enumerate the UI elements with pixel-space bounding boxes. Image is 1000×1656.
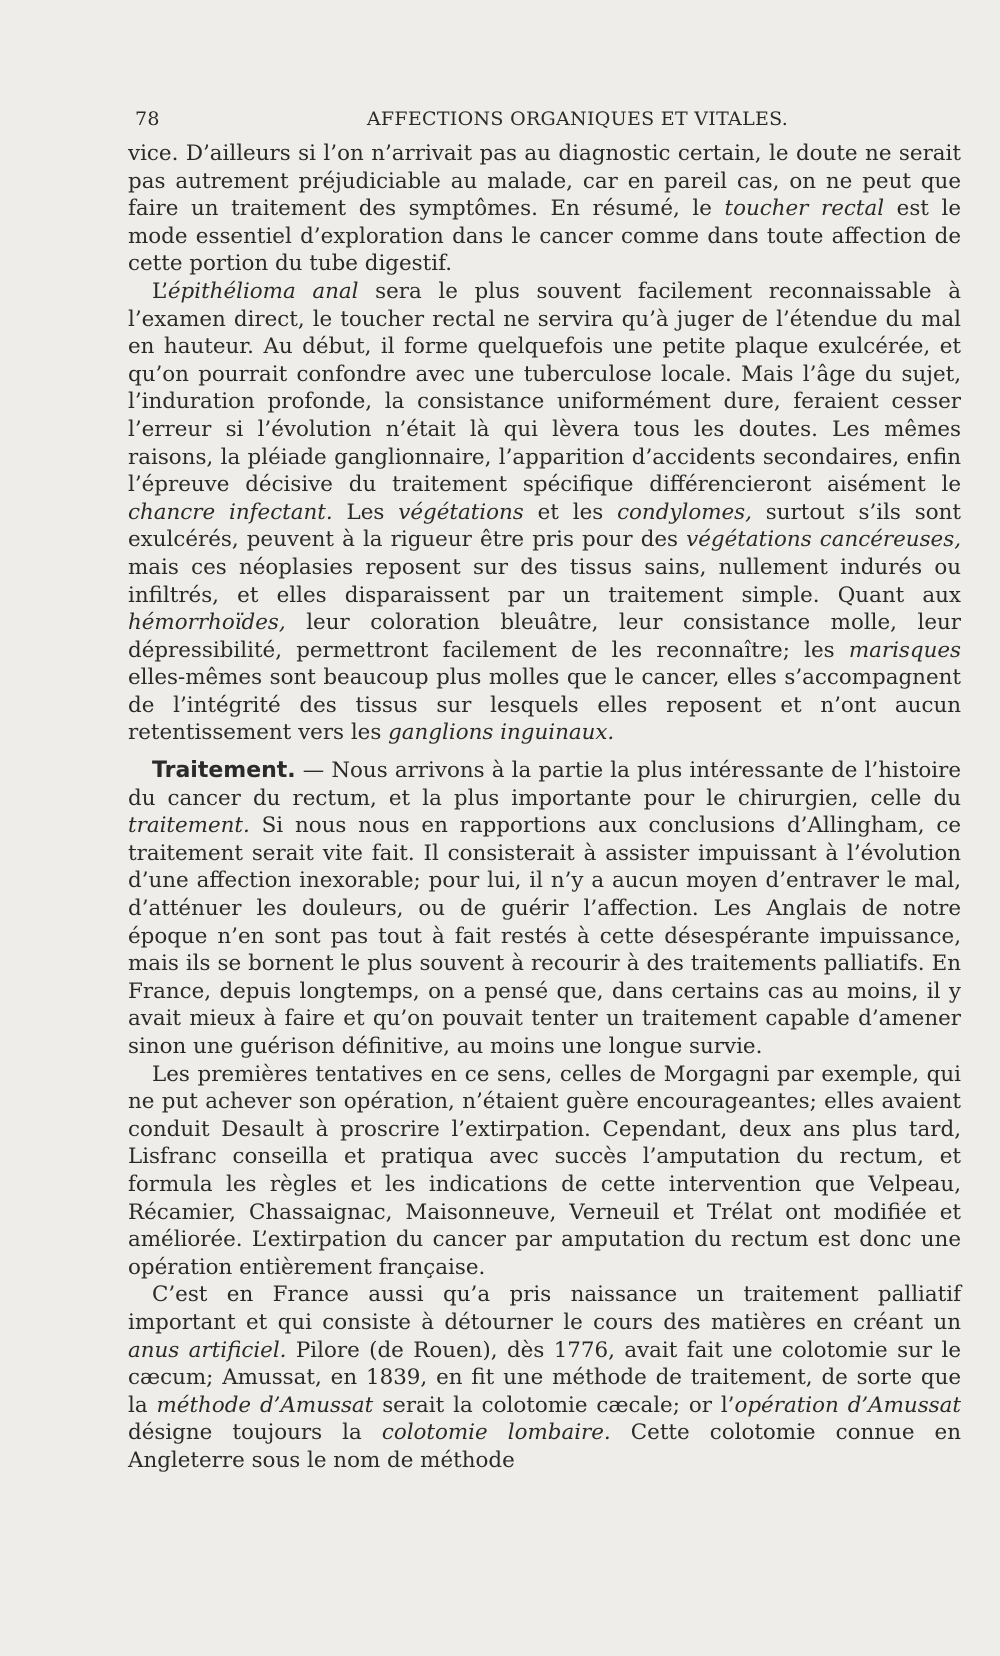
text-run: — Nous arrivons à la partie la plus intéressante de l’histoire du cancer du rectum, et la plus importante pour le chirurgien, celle du	[128, 758, 961, 811]
italic-term: marisques	[848, 637, 961, 663]
paragraph-premieres-tentatives	[128, 1061, 961, 1282]
italic-term: ganglions inguinaux.	[388, 720, 615, 746]
text-run: elles-mêmes sont beaucoup plus molles que le cancer, elles s’accompagnent de l’intégrité des tissus sur lesquels elles reposent et n’ont aucun retentissement vers les	[128, 665, 961, 746]
italic-term: condylomes,	[617, 499, 752, 525]
paragraph-anus-artificiel	[128, 1281, 961, 1474]
text-run: C’est en France aussi qu’a pris naissance un traitement palliatif important et qui consiste à détourner le cours des matières en créant un	[128, 1282, 961, 1335]
text-run: est le mode essentiel d’exploration dans le cancer comme dans toute affection de cette portion du tube digestif.	[128, 196, 961, 277]
paragraph-epithelioma-anal	[128, 278, 961, 747]
text-run: Si nous nous en rapportions aux conclusions d’Allingham, ce traitement serait vite fait. Il consisterait à assister impuissant à l’évolution d’une affection inexorable; pour lui, il n’y a aucun moyen d’entraver le mal, d’atténuer les douleurs, ou de guérir l’affection. Les Anglais de notre époque n’en sont pas tout à fait restés à cette désespérante impuissance, mais ils se bornent le plus souvent à recourir à des traitements palliatifs. En France, depuis longtemps, on a pensé que, dans certains cas au moins, il y avait mieux à faire et qu’on pouvait tenter un traitement capable d’amener sinon une guérison définitive, au moins une longue survie.	[128, 813, 961, 1059]
page-number: 78	[135, 108, 160, 130]
italic-term: anus artificiel.	[128, 1337, 287, 1363]
text-run: serait la colotomie cæcale; or l’	[373, 1392, 735, 1418]
body-text	[128, 140, 961, 1475]
text-run: Les premières tentatives en ce sens, celles de Morgagni par exemple, qui ne put achever son opération, n’étaient guère encourageantes; elles avaient conduit Desault à proscrire l’extirpation. Cependant, deux ans plus tard, Lisfranc conseilla et pratiqua avec succès l’amputation du rectum, et formula les règles et les indications de cette intervention que Velpeau, Récamier, Chassaignac, Maisonneuve, Verneuil et Trélat ont modifiée et améliorée. L’extirpation du cancer par amputation du rectum est donc une opération entièrement française.	[128, 1061, 961, 1280]
text-run: vice. D’ailleurs si l’on n’arrivait pas au diagnostic certain, le doute ne serait pas autrement préjudiciable au malade, car en pareil cas, on ne peut que faire un traitement des symptômes. En résumé, le	[128, 141, 961, 222]
italic-term: végétations cancéreuses,	[686, 527, 961, 553]
italic-term: colotomie lombaire.	[381, 1420, 611, 1446]
page-header	[135, 108, 960, 138]
italic-term: chancre infectant.	[128, 499, 333, 525]
italic-term: méthode d’Amussat	[156, 1392, 374, 1418]
text-run: surtout s’ils sont exulcérés, peuvent à la rigueur être pris pour des	[128, 499, 961, 553]
text-run: Les	[332, 499, 399, 525]
text-run: sera le plus souvent facilement reconnaissable à l’examen direct, le toucher rectal ne servira qu’à juger de l’étendue du mal en hauteur. Au début, il forme quelquefois une petite plaque exulcérée, et qu’on pourrait confondre avec une tuberculose locale. Mais l’âge du sujet, l’induration profonde, la consistance uniformément dure, feraient cesser l’erreur si l’évolution n’était là qui lèvera tous les doutes. Les mêmes raisons, la pléiade ganglionnaire, l’apparition d’accidents secondaires, enfin l’épreuve décisive du traitement spécifique différencieront aisément le	[128, 278, 961, 498]
text-run: leur coloration bleuâtre, leur consistance molle, leur dépressibilité, permettront facilement de les reconnaître; les	[128, 610, 961, 663]
text-run: Cette colotomie connue en Angleterre sous le nom de méthode	[128, 1420, 961, 1473]
text-run: L’	[152, 278, 168, 304]
section-heading: Traitement.	[152, 758, 296, 784]
running-title: AFFECTIONS ORGANIQUES ET VITALES.	[366, 108, 789, 130]
italic-term: opération d’Amussat	[734, 1392, 961, 1418]
italic-term: épithélioma anal	[167, 278, 359, 304]
paragraph-diagnostic-conclusion	[128, 140, 961, 278]
italic-term: hémorrhoïdes,	[128, 610, 286, 636]
italic-term: traitement.	[128, 813, 250, 839]
italic-term: toucher rectal	[724, 196, 885, 222]
text-run: désigne toujours la	[128, 1420, 382, 1446]
italic-term: végétations	[398, 499, 524, 525]
text-run: et les	[523, 499, 618, 525]
text-run: mais ces néoplasies reposent sur des tissus sains, nullement indurés ou infiltrés, et elles disparaissent par un traitement simple. Quant aux	[128, 554, 961, 608]
paragraph-traitement	[128, 757, 961, 1061]
text-run: Pilore (de Rouen), dès 1776, avait fait une colotomie sur le cæcum; Amussat, en 1839, en fit une méthode de traitement, de sorte que la	[128, 1337, 961, 1418]
